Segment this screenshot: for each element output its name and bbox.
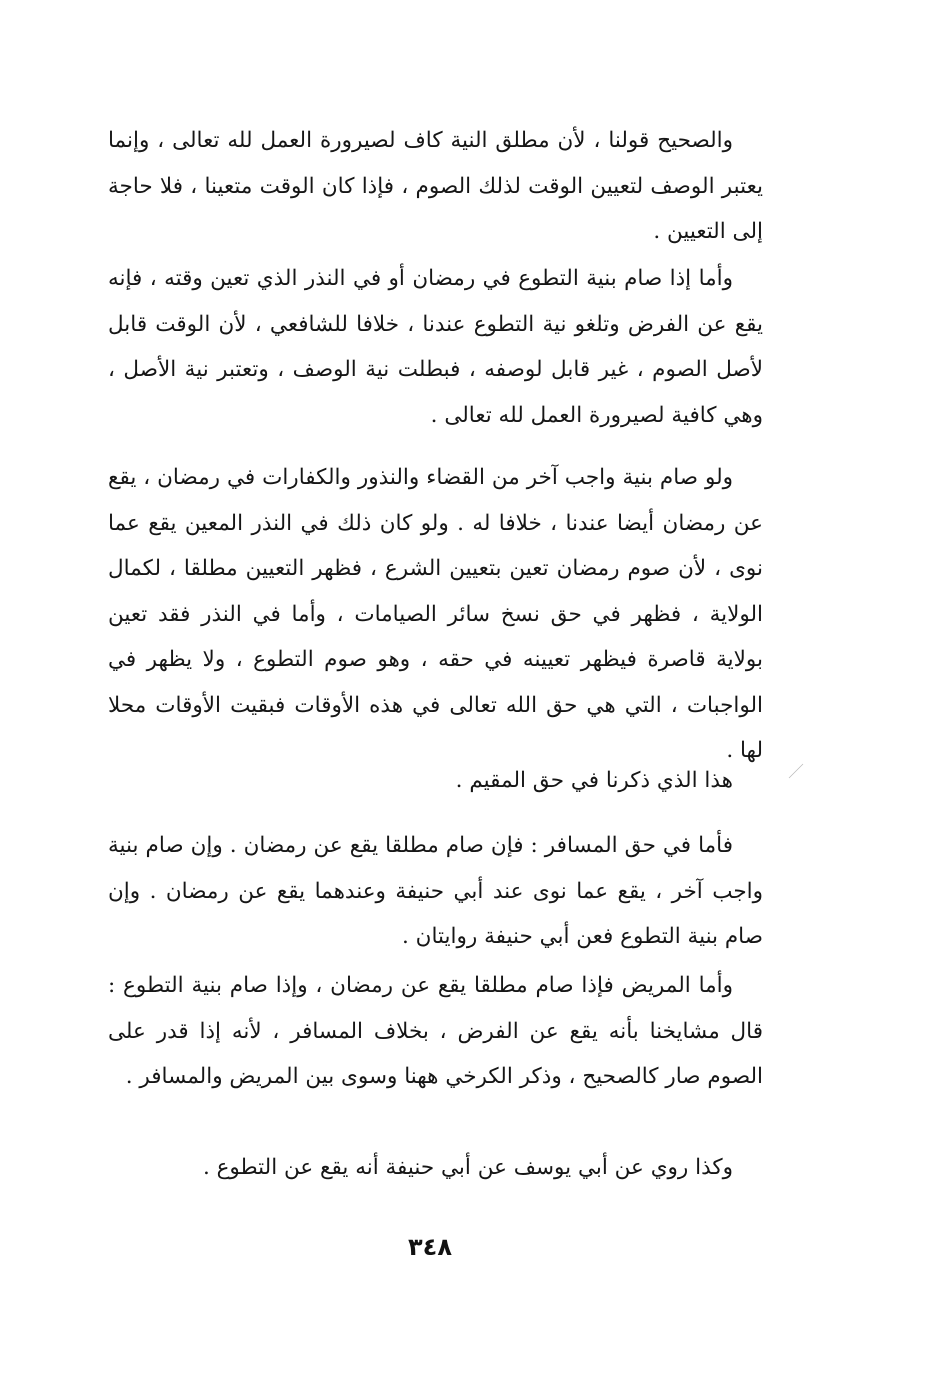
- paragraph-3: ولو صام بنية واجب آخر من القضاء والنذور والكفارات في رمضان ، يقع عن رمضان أيضا عندنا ، خلافا له . ولو كان ذلك في النذر المعين يقع عما نوى ، لأن صوم رمضان تعين بتعيين الشرع ، فظهر التعيين مطلقا ، لكمال الولاية ، فظهر في حق نسخ سائر الصيامات ، وأما في النذر فقد تعين بولاية قاصرة فيظهر تعيينه في حقه ، وهو صوم التطوع ، ولا يظهر في الواجبات ، التي هي حق الله تعالى في هذه الأوقات فبقيت الأوقات محلا لها .: [108, 465, 763, 763]
- paragraph-2: وأما إذا صام بنية التطوع في رمضان أو في النذر الذي تعين وقته ، فإنه يقع عن الفرض وتلغو نية التطوع عندنا ، خلافا للشافعي ، لأن الوقت قابل لأصل الصوم ، غير قابل لوصفه ، فبطلت نية الوصف ، وتعتبر نية الأصل ، وهي كافية لصيرورة العمل لله تعالى .: [108, 266, 763, 428]
- paragraph-1: والصحيح قولنا ، لأن مطلق النية كاف لصيرورة العمل لله تعالى ، وإنما يعتبر الوصف لتعيين الوقت لذلك الصوم ، فإذا كان الوقت متعينا ، فلا حاجة إلى التعيين .: [108, 128, 763, 244]
- paragraph-5: فأما في حق المسافر : فإن صام مطلقا يقع عن رمضان . وإن صام بنية واجب آخر ، يقع عما نوى عند أبي حنيفة وعندهما يقع عن رمضان . وإن صام بنية التطوع فعن أبي حنيفة روايتان .: [108, 833, 763, 949]
- page-number: ٣٤٨: [408, 1233, 452, 1261]
- paragraph-4: هذا الذي ذكرنا في حق المقيم .: [455, 768, 733, 793]
- paragraph-7: وكذا روي عن أبي يوسف عن أبي حنيفة أنه يقع عن التطوع .: [202, 1155, 733, 1180]
- paragraph-6: وأما المريض فإذا صام مطلقا يقع عن رمضان ، وإذا صام بنية التطوع : قال مشايخنا بأنه يقع عن الفرض ، بخلاف المسافر ، لأنه إذا قدر على الصوم صار كالصحيح ، وذكر الكرخي ههنا وسوى بين المريض والمسافر .: [108, 973, 763, 1089]
- scan-mark: [787, 762, 805, 780]
